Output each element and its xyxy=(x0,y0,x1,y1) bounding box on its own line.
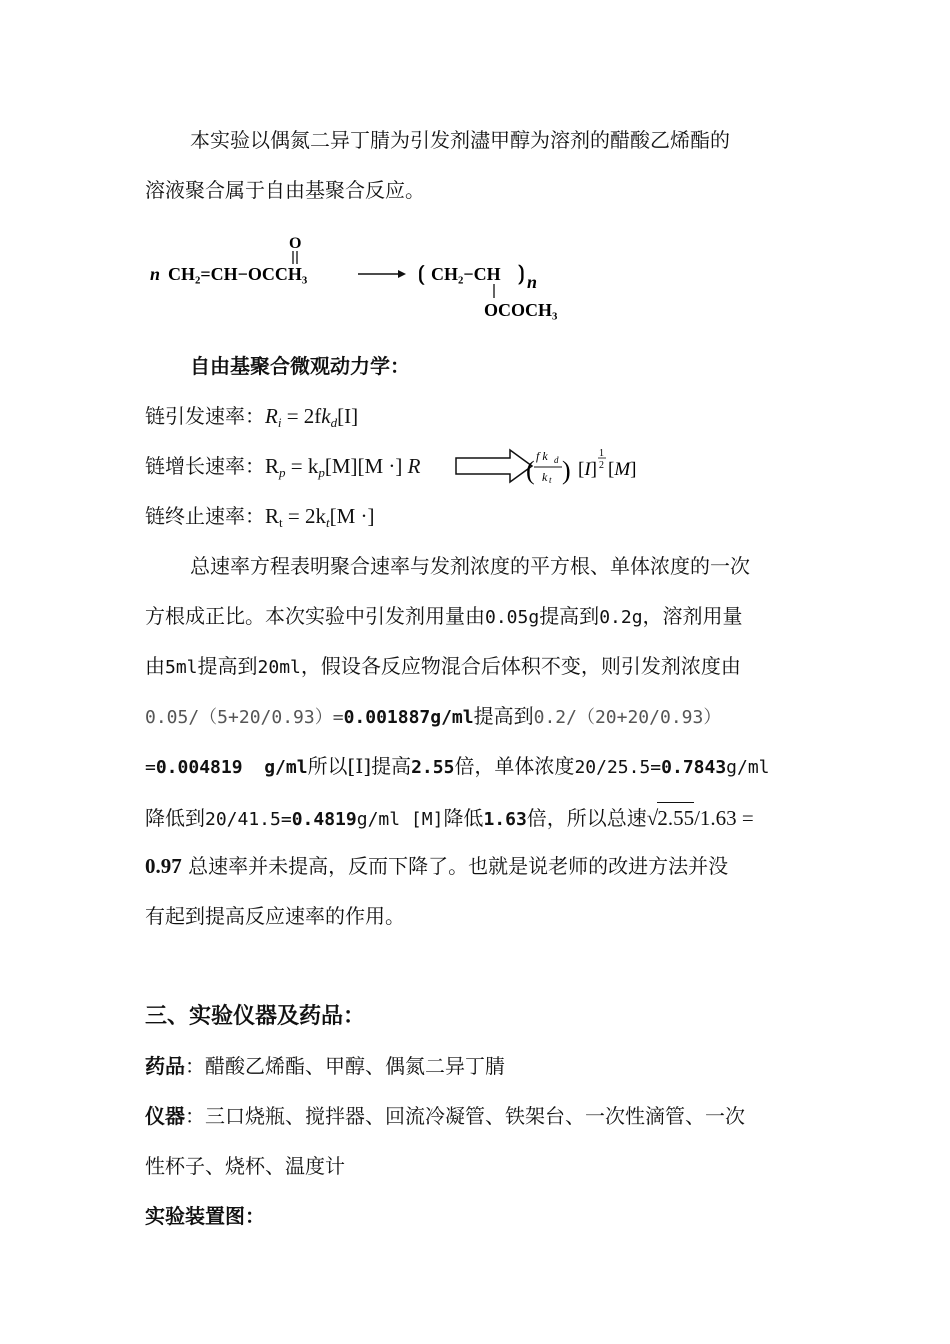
analysis-text: 所以[I]提高 xyxy=(307,754,412,778)
intro-line-1: 本实验以偶氮二异丁腈为引发剂濜甲醇为溶剂的醋酸乙烯酯的 xyxy=(190,128,730,152)
svg-text:k: k xyxy=(542,470,548,484)
reaction-n-subscript: n xyxy=(527,272,538,292)
rate-result: 0.97 xyxy=(145,854,182,878)
analysis-text: 提高到 xyxy=(539,604,600,628)
termination-label: 链终止速率： xyxy=(145,504,265,528)
polymerization-reaction xyxy=(148,228,588,323)
reaction-carbonyl-o: O xyxy=(289,235,302,252)
monomer-conc-old: 0.7843 xyxy=(661,757,727,778)
concentration-expr-old: 0.05/（5+20/0.93）= xyxy=(145,707,344,728)
reaction-monomer: CH₂=CH−OCCH₃ xyxy=(168,264,308,284)
monomer-ratio: 1.63 xyxy=(483,809,527,830)
svg-text:f k: f k xyxy=(536,449,548,463)
concentration-old: 0.001887g/ml xyxy=(343,707,474,728)
analysis-text: ，假设各反应物混合后体积不变，则引发剂浓度由 xyxy=(300,654,741,678)
initiator-amount-old: 0.05g xyxy=(485,607,540,628)
svg-text:(: ( xyxy=(526,456,535,485)
analysis-text: 提高到 xyxy=(197,654,258,678)
analysis-line-7 xyxy=(145,852,728,880)
solvent-amount-new: 20ml xyxy=(257,657,301,678)
reaction-n: n xyxy=(150,264,161,284)
analysis-text: 提高到 xyxy=(473,704,534,728)
analysis-text: 方根成正比。本次实验中引发剂用量由 xyxy=(145,604,485,628)
concentration-expr-new: 0.2/（20+20/0.93） xyxy=(533,707,722,728)
initiator-amount-new: 0.2g xyxy=(599,607,643,628)
svg-text:1: 1 xyxy=(599,448,604,459)
rate-derivation-arrow xyxy=(450,446,650,490)
termination-rate: 链终止速率：$R_t = 2k_t[M$ ·] xyxy=(145,504,375,530)
propagation-label: 链增长速率： xyxy=(145,454,265,478)
analysis-line-1: 总速率方程表明聚合速率与发剂浓度的平方根、单体浓度的一次 xyxy=(190,554,750,578)
svg-text:t: t xyxy=(549,475,552,485)
analysis-text: 总速率并未提高，反而下降了。也就是说老师的改进方法并没 xyxy=(181,854,729,878)
analysis-text: 倍，所以总速 xyxy=(526,806,647,830)
initiation-rate: 链引发速率：$R_i = 2fk_d[I]$ xyxy=(145,404,359,430)
analysis-line-6: 降低到20/41.5=0.4819g/ml [M]降低1.63倍，所以总速√2.55/1.63 = xyxy=(145,802,754,834)
drugs-label: 药品 xyxy=(145,1054,185,1078)
drugs-line xyxy=(145,1052,505,1080)
analysis-text: 降低 xyxy=(443,806,484,830)
solvent-amount-old: 5ml xyxy=(165,657,198,678)
svg-text:⟯: ⟯ xyxy=(518,263,525,285)
initiation-label: 链引发速率： xyxy=(145,404,265,428)
rate-expression: /1.63 = xyxy=(694,806,754,830)
intro-line-2: 溶液聚合属于自由基聚合反应。 xyxy=(145,178,425,202)
analysis-text: 倍，单体浓度 xyxy=(454,754,575,778)
analysis-text: 由 xyxy=(145,654,165,678)
monomer-expr-new: 20/41.5= xyxy=(205,809,292,830)
svg-text:⟮: ⟮ xyxy=(418,263,425,285)
unit: g/ml [M] xyxy=(356,809,444,830)
reaction-pendant: OCOCH₃ xyxy=(484,300,558,320)
monomer-conc-new: 0.4819 xyxy=(291,809,357,830)
analysis-text: 降低到 xyxy=(145,806,205,830)
sqrt-value: 2.55 xyxy=(657,802,694,832)
reaction-polymer: CH₂−CH xyxy=(431,264,501,284)
apparatus-heading: 实验装置图： xyxy=(145,1204,265,1228)
instruments-list: ：三口烧瓶、搅拌器、回流冷凝管、铁架台、一次性滴管、一次 xyxy=(185,1104,745,1128)
analysis-line-3 xyxy=(145,652,741,682)
propagation-rate: 链增长速率：$R_p = k_p[M][M$ ·] R xyxy=(145,454,421,480)
analysis-text: = xyxy=(145,757,156,778)
instruments-line xyxy=(145,1102,745,1130)
kinetics-heading: 自由基聚合微观动力学： xyxy=(190,354,410,378)
svg-text:[I]: [I] xyxy=(578,459,597,480)
svg-text:2: 2 xyxy=(599,460,604,471)
monomer-expr-old: 20/25.5= xyxy=(574,757,662,778)
initiator-ratio: 2.55 xyxy=(411,757,455,778)
svg-text:[M]: [M] xyxy=(608,459,637,480)
instruments-line-2: 性杯子、烧杯、温度计 xyxy=(145,1154,345,1178)
unit: g/ml xyxy=(726,757,770,778)
concentration-new: 0.004819 g/ml xyxy=(155,757,308,778)
svg-text:): ) xyxy=(562,456,571,485)
analysis-line-5 xyxy=(145,752,770,782)
section-3-heading: 三、实验仪器及药品： xyxy=(145,1003,366,1029)
drugs-list: ：醋酸乙烯酯、甲醇、偶氮二异丁腈 xyxy=(185,1054,505,1078)
instruments-label: 仪器 xyxy=(145,1104,185,1128)
analysis-line-2 xyxy=(145,602,743,632)
analysis-line-8: 有起到提高反应速率的作用。 xyxy=(145,904,405,928)
analysis-line-4 xyxy=(145,702,721,732)
analysis-text: ，溶剂用量 xyxy=(642,604,743,628)
svg-text:d: d xyxy=(554,455,559,465)
